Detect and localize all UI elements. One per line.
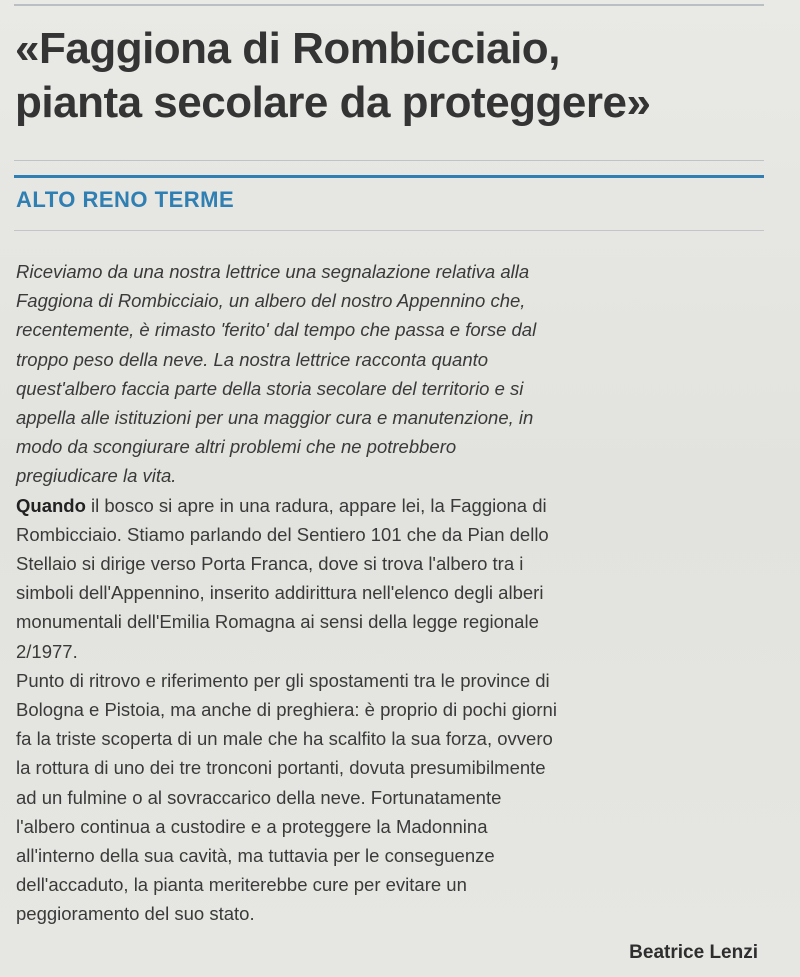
- paragraph-line: l'albero continua a custodire e a proteggere la Madonnina: [16, 815, 488, 837]
- paragraph-line: dell'accaduto, la pianta meriterebbe cure per evitare un: [16, 874, 467, 896]
- section-divider: [14, 230, 764, 231]
- paragraph-line: Punto di ritrovo e riferimento per gli spostamenti tra le province di: [16, 669, 550, 691]
- intro-line: pregiudicare la vita.: [16, 465, 177, 487]
- article-headline: [15, 22, 785, 130]
- paragraph-line: Stellaio si dirige verso Porta Franca, dove si trova l'albero tra i: [16, 553, 524, 575]
- paragraph-line: fa la triste scoperta di un male che ha scalfito la sua forza, ovvero: [16, 728, 553, 750]
- intro-line: modo da scongiurare altri problemi che ne potrebbero: [16, 436, 457, 458]
- paragraph-line: Bologna e Pistoia, ma anche di preghiera: è proprio di pochi giorni: [16, 699, 557, 721]
- paragraph-lead-word: Quando: [16, 494, 86, 516]
- author-byline: Beatrice Lenzi: [629, 942, 758, 963]
- headline-line-1: «Faggiona di Rombicciaio,: [15, 24, 560, 73]
- paragraph-line: 2/1977.: [16, 640, 78, 662]
- section-kicker: ALTO RENO TERME: [16, 187, 235, 212]
- top-divider: [14, 4, 764, 6]
- intro-line: Riceviamo da una nostra lettrice una segnalazione relativa alla: [16, 261, 530, 282]
- paragraph-line: monumentali dell'Emilia Romagna ai sensi della legge regionale: [16, 611, 539, 633]
- section-accent-rule: [14, 175, 764, 178]
- intro-line: troppo peso della neve. La nostra lettrice racconta quanto: [16, 348, 489, 370]
- article-body: [16, 257, 766, 929]
- headline-divider: [14, 160, 764, 161]
- intro-line: appella alle istituzioni per una maggior cura e manutenzione, in: [16, 407, 534, 429]
- intro-line: recentemente, è rimasto 'ferito' dal tempo che passa e forse dal: [16, 319, 537, 341]
- paragraph-line: la rottura di uno dei tre tronconi portanti, dovuta presumibilmente: [16, 757, 546, 779]
- article-intro: [16, 257, 766, 491]
- paragraph-line: [16, 491, 766, 520]
- paragraph-line: all'interno della sua cavità, ma tuttavia per le conseguenze: [16, 845, 495, 867]
- article-paragraph-2: [16, 666, 766, 929]
- paragraph-line: ad un fulmine o al sovraccarico della neve. Fortunatamente: [16, 786, 502, 808]
- paragraph-line-rest: il bosco si apre in una radura, appare lei, la Faggiona di: [85, 494, 547, 516]
- article-paragraph-1: [16, 491, 766, 666]
- paragraph-line: simboli dell'Appennino, inserito addirittura nell'elenco degli alberi: [16, 582, 544, 604]
- intro-line: Faggiona di Rombicciaio, un albero del nostro Appennino che,: [16, 290, 526, 312]
- headline-line-2: pianta secolare da proteggere»: [15, 78, 651, 127]
- paragraph-line: Rombicciaio. Stiamo parlando del Sentiero 101 che da Pian dello: [16, 523, 549, 545]
- intro-line: quest'albero faccia parte della storia secolare del territorio e si: [16, 377, 524, 399]
- paragraph-line: peggioramento del suo stato.: [16, 903, 255, 925]
